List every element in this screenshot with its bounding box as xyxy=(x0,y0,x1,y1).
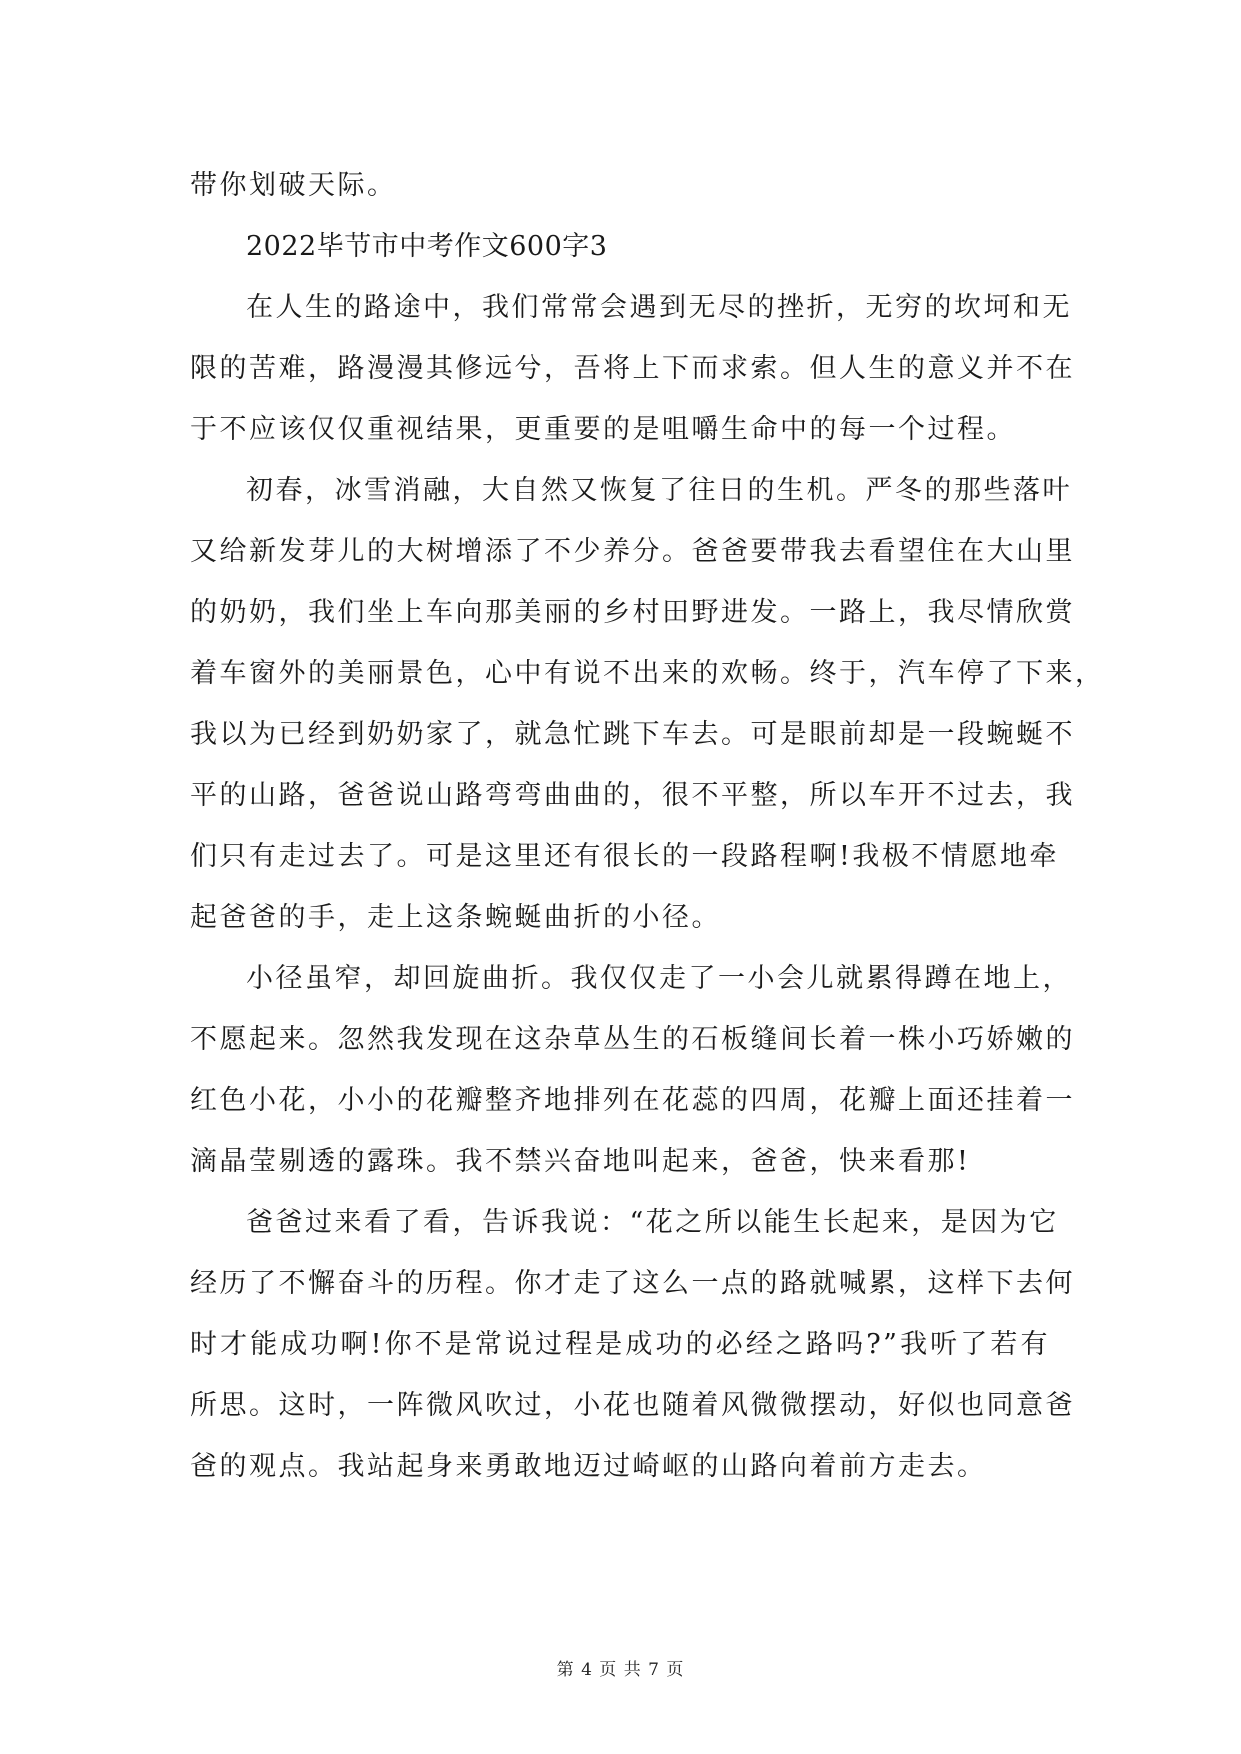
paragraph-line: 初春，冰雪消融，大自然又恢复了往日的生机。严冬的那些落叶 xyxy=(246,475,1072,506)
paragraph-line: 爸爸过来看了看，告诉我说：“花之所以能生长起来，是因为它 xyxy=(246,1207,1059,1238)
document-body xyxy=(190,155,1105,1497)
paragraph-line: 带你划破天际。 xyxy=(190,170,397,201)
paragraph-line: 红色小花，小小的花瓣整齐地排列在花蕊的四周，花瓣上面还挂着一 xyxy=(190,1085,1075,1116)
paragraph-line: 不愿起来。忽然我发现在这杂草丛生的石板缝间长着一株小巧娇嫩的 xyxy=(190,1024,1075,1055)
paragraph-line: 时才能成功啊!你不是常说过程是成功的必经之路吗?”我听了若有 xyxy=(190,1329,1050,1360)
paragraph-line: 限的苦难，路漫漫其修远兮，吾将上下而求索。但人生的意义并不在 xyxy=(190,353,1075,384)
paragraph-line: 又给新发芽儿的大树增添了不少养分。爸爸要带我去看望住在大山里 xyxy=(190,536,1075,567)
paragraph-line: 所思。这时，一阵微风吹过，小花也随着风微微摆动，好似也同意爸 xyxy=(190,1390,1075,1421)
page-number-footer: 第 4 页 共 7 页 xyxy=(556,1660,685,1680)
paragraph-line: 起爸爸的手，走上这条蜿蜒曲折的小径。 xyxy=(190,902,721,933)
paragraph-line: 我以为已经到奶奶家了，就急忙跳下车去。可是眼前却是一段蜿蜒不 xyxy=(190,719,1075,750)
paragraph-line: 爸的观点。我站起身来勇敢地迈过崎岖的山路向着前方走去。 xyxy=(190,1451,987,1482)
paragraph-line: 经历了不懈奋斗的历程。你才走了这么一点的路就喊累，这样下去何 xyxy=(190,1268,1075,1299)
paragraph-line: 着车窗外的美丽景色，心中有说不出来的欢畅。终于，汽车停了下来， xyxy=(190,658,1105,689)
paragraph-line: 在人生的路途中，我们常常会遇到无尽的挫折，无穷的坎坷和无 xyxy=(246,292,1072,323)
paragraph-line: 小径虽窄，却回旋曲折。我仅仅走了一小会儿就累得蹲在地上， xyxy=(246,963,1072,994)
paragraph-line: 们只有走过去了。可是这里还有很长的一段路程啊!我极不情愿地牵 xyxy=(190,841,1059,872)
paragraph-line: 的奶奶，我们坐上车向那美丽的乡村田野进发。一路上，我尽情欣赏 xyxy=(190,597,1075,628)
paragraph-line: 平的山路，爸爸说山路弯弯曲曲的，很不平整，所以车开不过去，我 xyxy=(190,780,1075,811)
section-heading: 2022毕节市中考作文600字3 xyxy=(246,231,608,262)
paragraph-line: 滴晶莹剔透的露珠。我不禁兴奋地叫起来，爸爸，快来看那! xyxy=(190,1146,971,1177)
paragraph-line: 于不应该仅仅重视结果，更重要的是咀嚼生命中的每一个过程。 xyxy=(190,414,1016,445)
